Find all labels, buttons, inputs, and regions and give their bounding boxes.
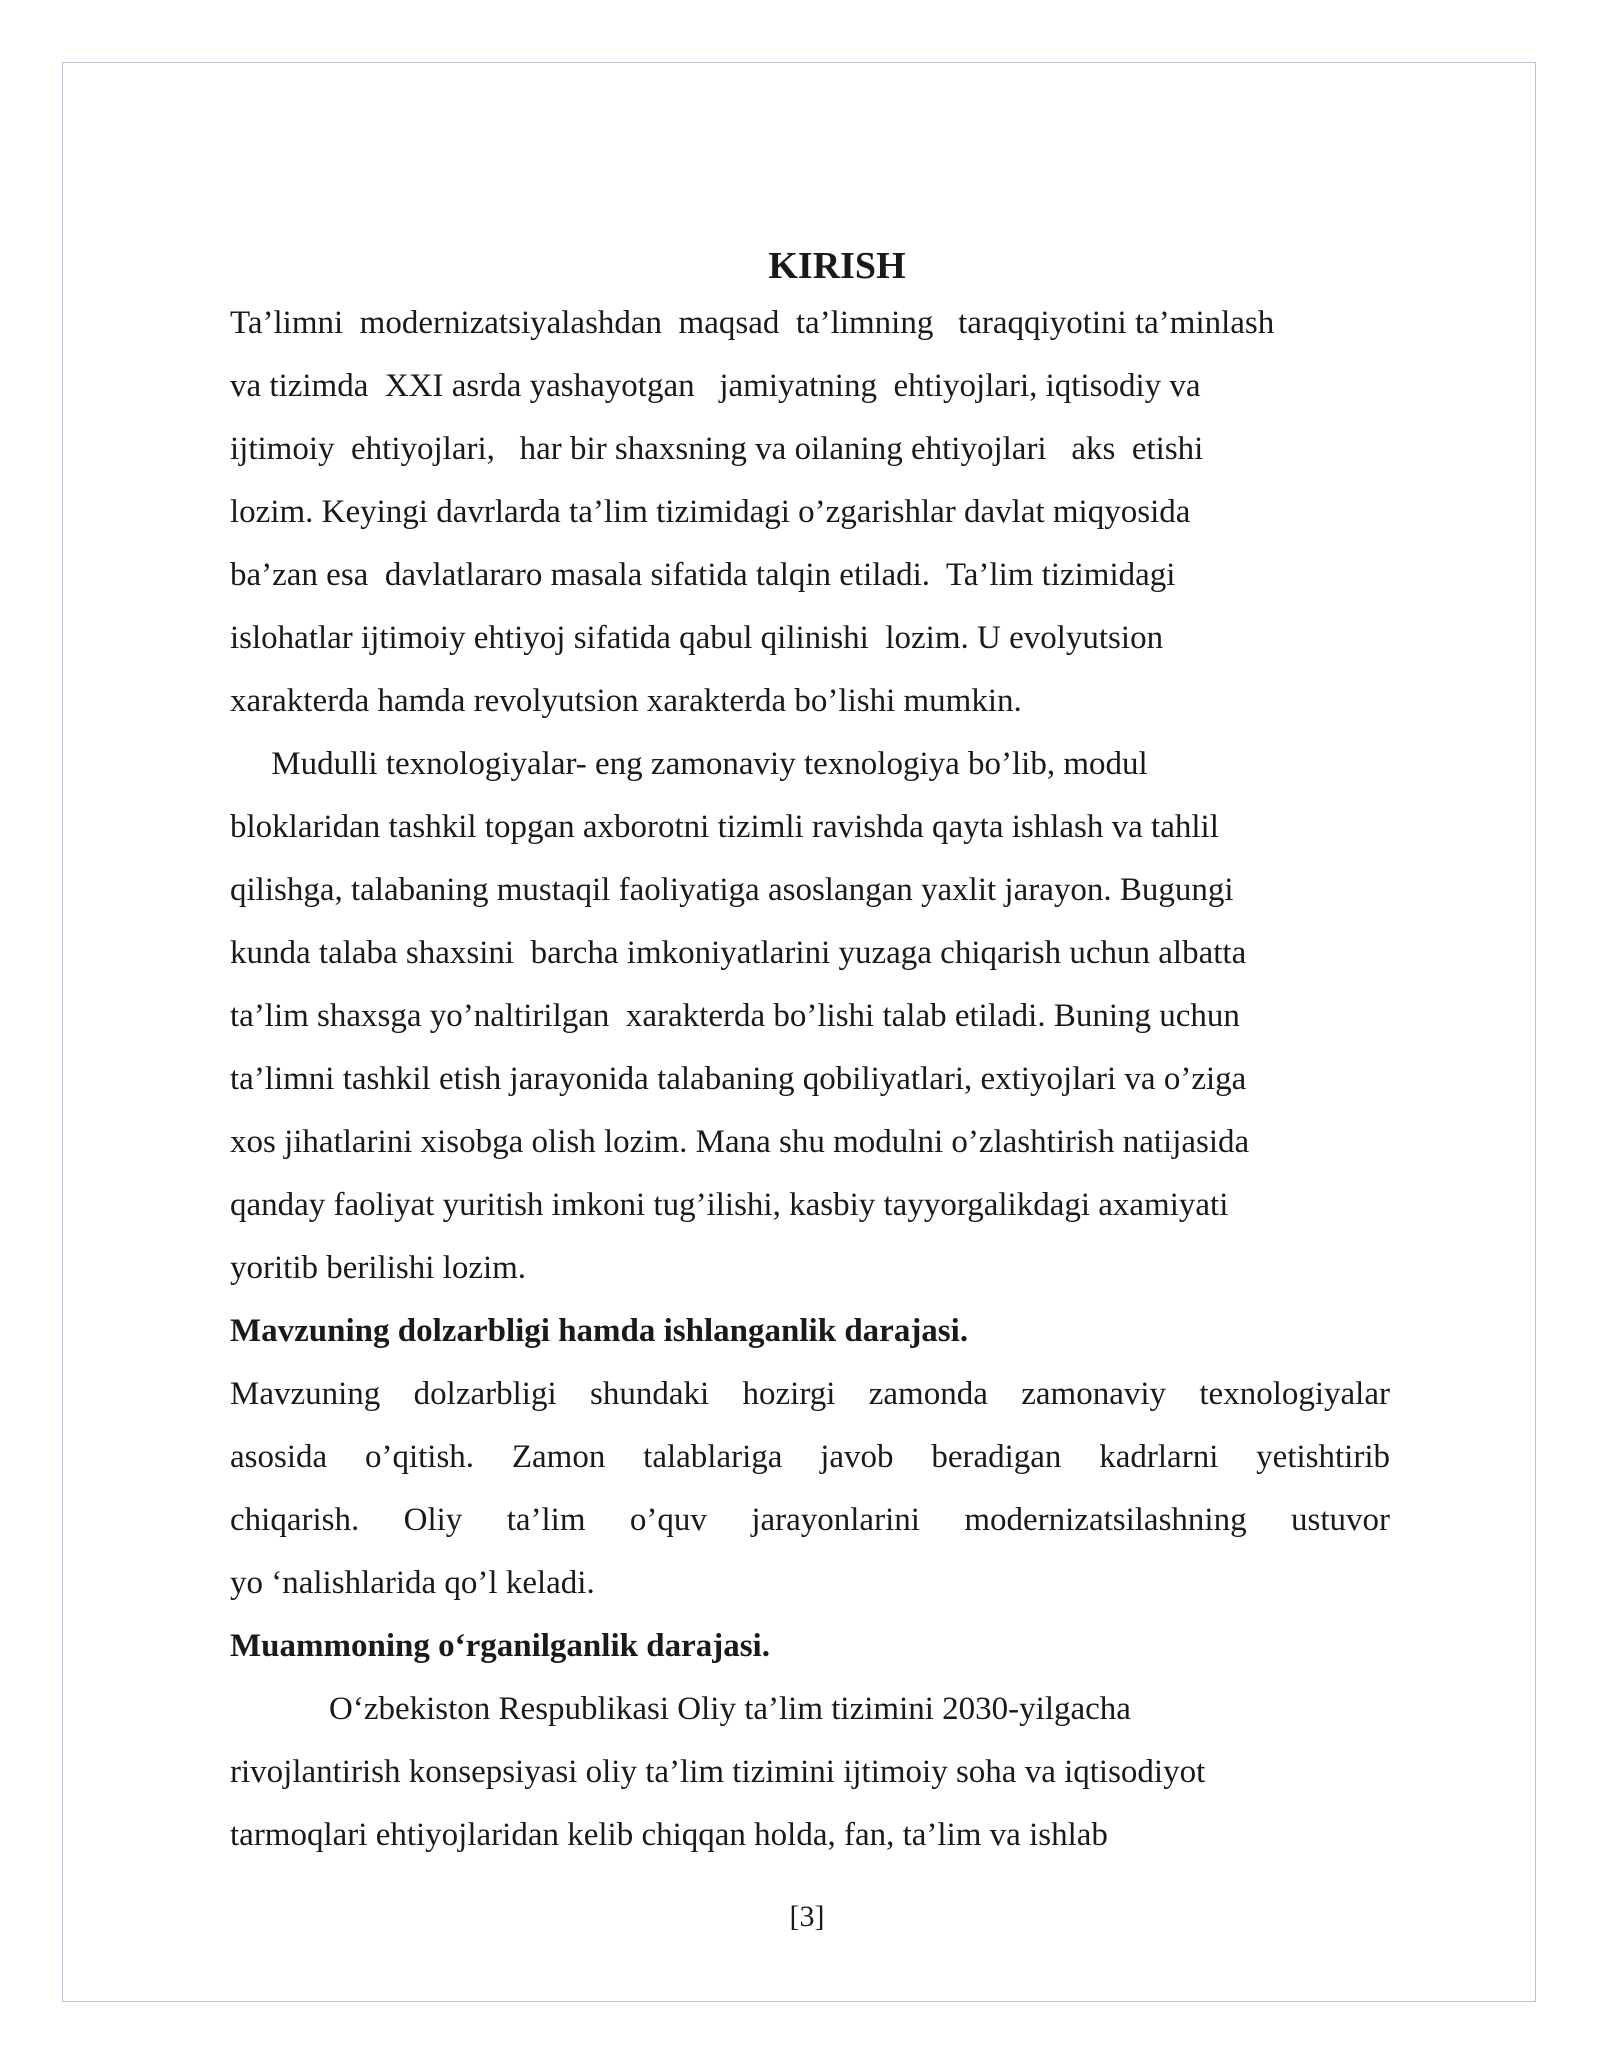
section-heading-relevance: Mavzuning dolzarbligi hamda ishlanganlik darajasi. [230,1313,969,1349]
text-line: islohatlar ijtimoiy ehtiyoj sifatida qabul qilinishi lozim. U evolyutsion [230,620,1164,656]
page-title: KIRISH [768,245,906,287]
page-content [230,240,1390,1867]
text-line: qilishga, talabaning mustaqil faoliyatiga asoslangan yaxlit jarayon. Bugungi [230,872,1234,908]
text-line: Oʻzbekiston Respublikasi Oliy ta’lim tizimini 2030-yilgacha [230,1691,1131,1727]
text-line: ijtimoiy ehtiyojlari, har bir shaxsning va oilaning ehtiyojlari aks etishi [230,431,1204,467]
text-line: Ta’limni modernizatsiyalashdan maqsad ta’limning taraqqiyotini ta’minlash [230,305,1275,341]
page-number: [3] [789,1900,825,1933]
text-line: xarakterda hamda revolyutsion xarakterda bo’lishi mumkin. [230,683,1022,719]
text-line: ba’zan esa davlatlararo masala sifatida talqin etiladi. Ta’lim tizimidagi [230,557,1176,593]
text-line: Mudulli texnologiyalar- eng zamonaviy texnologiya bo’lib, modul [230,746,1148,782]
text-line: Mavzuning dolzarbligi shundaki hozirgi zamonda zamonaviy texnologiyalar [230,1376,1390,1412]
text-line: ta’lim shaxsga yo’naltirilgan xarakterda bo’lishi talab etiladi. Buning uchun [230,998,1240,1034]
text-line: bloklaridan tashkil topgan axborotni tizimli ravishda qayta ishlash va tahlil [230,809,1219,845]
paragraph-modular-technologies [230,733,1390,1300]
text-line: xos jihatlarini xisobga olish lozim. Mana shu modulni o’zlashtirish natijasida [230,1124,1250,1160]
text-line: chiqarish. Oliy ta’lim o’quv jarayonlarini modernizatsilashning ustuvor [230,1502,1390,1538]
text-line: rivojlantirish konsepsiyasi oliy ta’lim tizimini ijtimoiy soha va iqtisodiyot [230,1754,1206,1790]
text-line: va tizimda XXI asrda yashayotgan jamiyatning ehtiyojlari, iqtisodiy va [230,368,1201,404]
text-line: lozim. Keyingi davrlarda ta’lim tizimidagi o’zgarishlar davlat miqyosida [230,494,1191,530]
text-line: yoritib berilishi lozim. [230,1250,527,1286]
text-line: ta’limni tashkil etish jarayonida talabaning qobiliyatlari, extiyojlari va o’ziga [230,1061,1247,1097]
text-line: tarmoqlari ehtiyojlaridan kelib chiqqan holda, fan, ta’lim va ishlab [230,1817,1108,1853]
paragraph-intro [230,292,1390,733]
text-line: asosida o’qitish. Zamon talablariga javob beradigan kadrlarni yetishtirib [230,1439,1390,1475]
text-line: kunda talaba shaxsini barcha imkoniyatlarini yuzaga chiqarish uchun albatta [230,935,1247,971]
paragraph-study-level [230,1678,1390,1867]
text-line: qanday faoliyat yuritish imkoni tug’ilishi, kasbiy tayyorgalikdagi axamiyati [230,1187,1229,1223]
text-line: yo ‘nalishlarida qo’l keladi. [230,1565,595,1601]
section-heading-study-level: Muammoning oʻrganilganlik darajasi. [230,1628,770,1664]
paragraph-relevance [230,1363,1390,1615]
